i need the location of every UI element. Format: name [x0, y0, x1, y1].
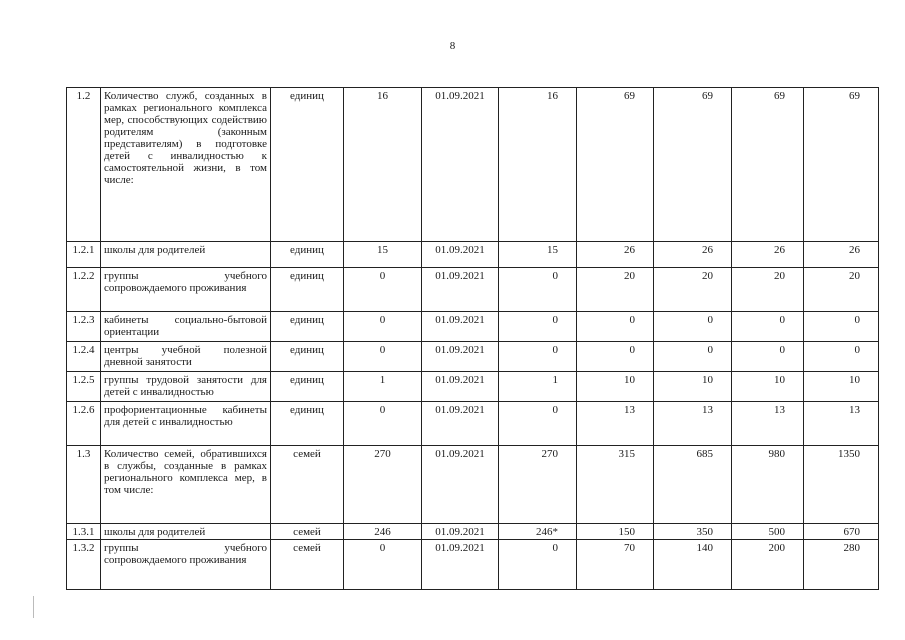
- value-cell: 13: [804, 402, 879, 446]
- value-cell: 1350: [804, 446, 879, 524]
- value-cell: 200: [732, 540, 804, 590]
- table-row: [67, 402, 879, 446]
- value-cell: 0: [499, 342, 577, 372]
- row-number: 1.2.6: [67, 402, 101, 446]
- indicator-name: центры учебной полезной дневной занятости: [101, 342, 271, 372]
- value-cell: 26: [654, 242, 732, 268]
- value-cell: 26: [732, 242, 804, 268]
- margin-mark: [33, 596, 34, 618]
- value-cell: 500: [732, 524, 804, 540]
- value-cell: 0: [654, 342, 732, 372]
- value-cell: 70: [577, 540, 654, 590]
- indicator-name: группы трудовой занятости для детей с инвалидностью: [101, 372, 271, 402]
- value-cell: 0: [577, 342, 654, 372]
- value-cell: 140: [654, 540, 732, 590]
- value-cell: 150: [577, 524, 654, 540]
- indicator-name: профориентационные кабинеты для детей с инвалидностью: [101, 402, 271, 446]
- value-cell: 10: [732, 372, 804, 402]
- page-number: 8: [449, 40, 456, 52]
- indicator-name: группы учебного сопровождаемого проживания: [101, 268, 271, 312]
- unit-cell: семей: [271, 446, 344, 524]
- base-date-cell: 01.09.2021: [422, 402, 499, 446]
- table-row: [67, 446, 879, 524]
- value-cell: 69: [577, 88, 654, 242]
- unit-cell: семей: [271, 524, 344, 540]
- value-cell: 0: [499, 312, 577, 342]
- base-date-cell: 01.09.2021: [422, 312, 499, 342]
- base-value-cell: 270: [344, 446, 422, 524]
- table-row: [67, 312, 879, 342]
- base-date-cell: 01.09.2021: [422, 524, 499, 540]
- value-cell: 13: [577, 402, 654, 446]
- value-cell: 26: [577, 242, 654, 268]
- value-cell: 0: [804, 312, 879, 342]
- table-row: [67, 88, 879, 242]
- indicator-name: школы для родителей: [101, 242, 271, 268]
- table-row: [67, 268, 879, 312]
- table-row: [67, 242, 879, 268]
- base-value-cell: 0: [344, 540, 422, 590]
- unit-cell: единиц: [271, 268, 344, 312]
- row-number: 1.2.1: [67, 242, 101, 268]
- value-cell: 246*: [499, 524, 577, 540]
- value-cell: 270: [499, 446, 577, 524]
- base-date-cell: 01.09.2021: [422, 540, 499, 590]
- value-cell: 350: [654, 524, 732, 540]
- base-value-cell: 0: [344, 402, 422, 446]
- indicator-name: кабинеты социально-бытовой ориентации: [101, 312, 271, 342]
- unit-cell: единиц: [271, 88, 344, 242]
- base-date-cell: 01.09.2021: [422, 372, 499, 402]
- value-cell: 26: [804, 242, 879, 268]
- table-row: [67, 372, 879, 402]
- unit-cell: единиц: [271, 342, 344, 372]
- base-date-cell: 01.09.2021: [422, 446, 499, 524]
- base-value-cell: 246: [344, 524, 422, 540]
- value-cell: 0: [732, 312, 804, 342]
- unit-cell: единиц: [271, 242, 344, 268]
- value-cell: 69: [654, 88, 732, 242]
- value-cell: 0: [804, 342, 879, 372]
- indicators-table: [66, 87, 879, 590]
- value-cell: 1: [499, 372, 577, 402]
- unit-cell: единиц: [271, 402, 344, 446]
- value-cell: 0: [654, 312, 732, 342]
- row-number: 1.3: [67, 446, 101, 524]
- row-number: 1.3.2: [67, 540, 101, 590]
- value-cell: 20: [654, 268, 732, 312]
- value-cell: 13: [732, 402, 804, 446]
- base-date-cell: 01.09.2021: [422, 268, 499, 312]
- value-cell: 16: [499, 88, 577, 242]
- value-cell: 20: [732, 268, 804, 312]
- value-cell: 69: [804, 88, 879, 242]
- value-cell: 20: [804, 268, 879, 312]
- base-date-cell: 01.09.2021: [422, 342, 499, 372]
- value-cell: 0: [499, 540, 577, 590]
- row-number: 1.2: [67, 88, 101, 242]
- unit-cell: семей: [271, 540, 344, 590]
- value-cell: 670: [804, 524, 879, 540]
- table-row: [67, 342, 879, 372]
- row-number: 1.2.4: [67, 342, 101, 372]
- value-cell: 15: [499, 242, 577, 268]
- indicator-name: Количество семей, обратившихся в службы, созданные в рамках регионального комплекса мер, в том числе:: [101, 446, 271, 524]
- value-cell: 0: [499, 402, 577, 446]
- value-cell: 980: [732, 446, 804, 524]
- base-date-cell: 01.09.2021: [422, 242, 499, 268]
- value-cell: 69: [732, 88, 804, 242]
- unit-cell: единиц: [271, 372, 344, 402]
- base-value-cell: 0: [344, 268, 422, 312]
- value-cell: 0: [732, 342, 804, 372]
- value-cell: 20: [577, 268, 654, 312]
- table-row: [67, 524, 879, 540]
- indicator-name: группы учебного сопровождаемого проживания: [101, 540, 271, 590]
- row-number: 1.2.3: [67, 312, 101, 342]
- indicator-name: школы для родителей: [101, 524, 271, 540]
- value-cell: 10: [804, 372, 879, 402]
- value-cell: 315: [577, 446, 654, 524]
- base-date-cell: 01.09.2021: [422, 88, 499, 242]
- value-cell: 0: [577, 312, 654, 342]
- base-value-cell: 16: [344, 88, 422, 242]
- base-value-cell: 0: [344, 342, 422, 372]
- value-cell: 0: [499, 268, 577, 312]
- base-value-cell: 1: [344, 372, 422, 402]
- table-row: [67, 540, 879, 590]
- value-cell: 13: [654, 402, 732, 446]
- value-cell: 10: [577, 372, 654, 402]
- value-cell: 10: [654, 372, 732, 402]
- value-cell: 280: [804, 540, 879, 590]
- base-value-cell: 15: [344, 242, 422, 268]
- base-value-cell: 0: [344, 312, 422, 342]
- unit-cell: единиц: [271, 312, 344, 342]
- value-cell: 685: [654, 446, 732, 524]
- row-number: 1.2.5: [67, 372, 101, 402]
- row-number: 1.3.1: [67, 524, 101, 540]
- indicator-name: Количество служб, созданных в рамках регионального комплекса мер, способствующих содействию родителям (законным представителям) в подготовке детей с инвалидностью к самостоятельной жизни, в том числе:: [101, 88, 271, 242]
- row-number: 1.2.2: [67, 268, 101, 312]
